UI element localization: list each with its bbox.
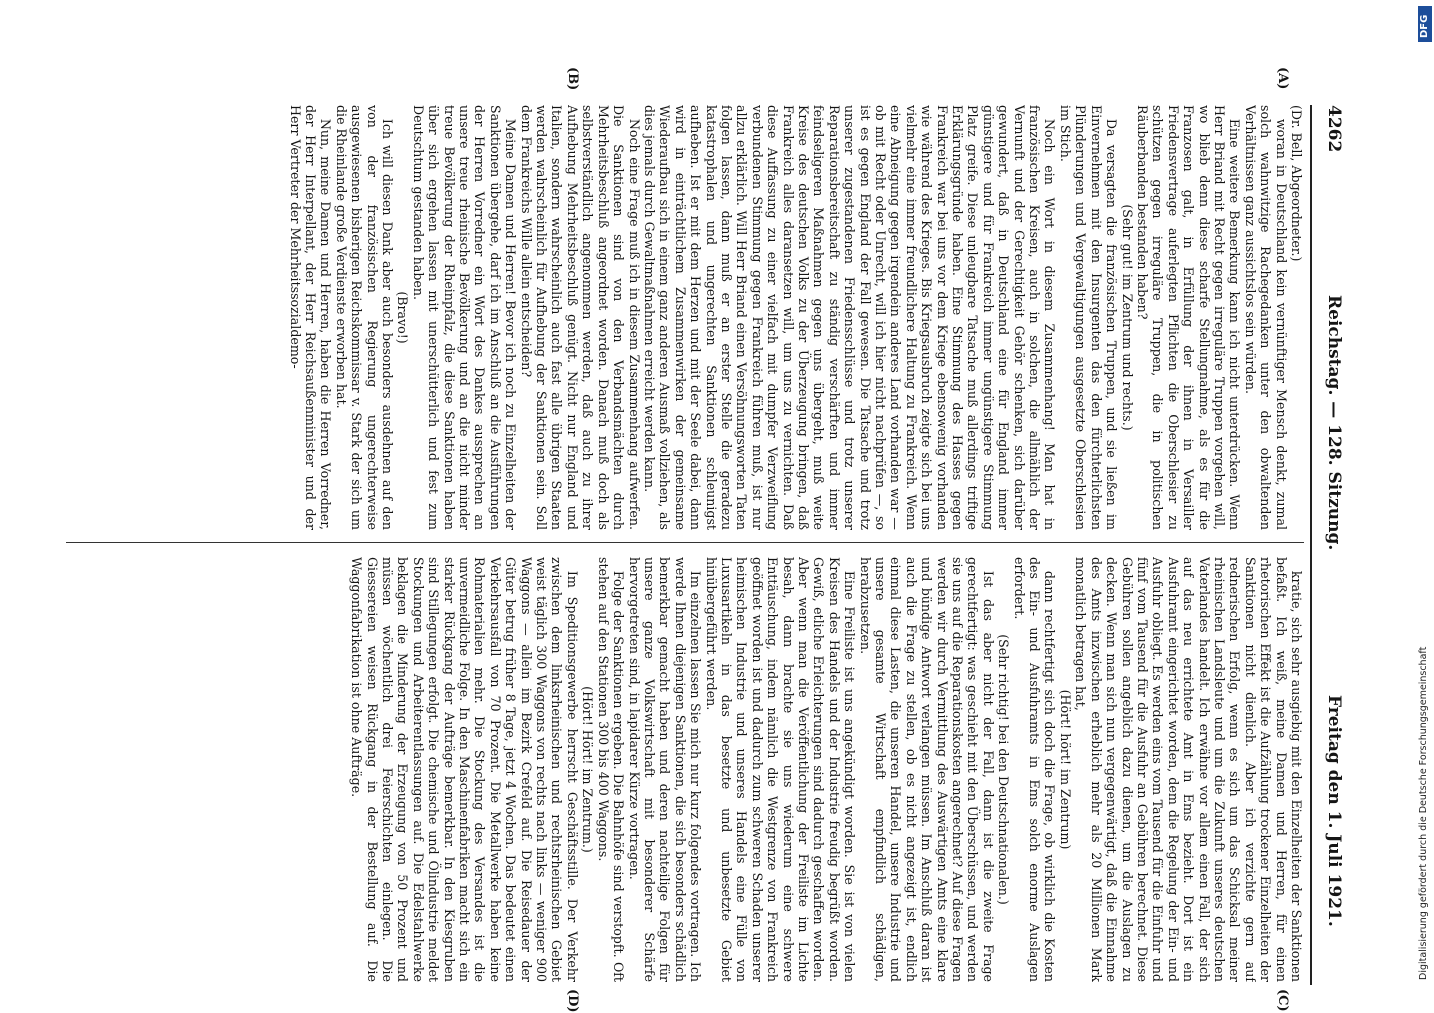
right-paragraph: Eine Freiliste ist uns angekündigt worden. Sie ist von vielen Kreisen des Handels und der Industrie freudig begrüßt worden. Gewiß, etliche Erleichterungen sind dadurch geschaffen worden. Aber wenn man die Veröffentlichung der Freiliste im Lichte besah, dann brachte sie uns wiederum eine schwere Enttäuschung, indem nämlich die Westgrenze von Frankreich geöffnet worden ist und dadurch zum schweren Schaden unserer heimischen Industrie und unseres Handels eine Fülle von Luxusartikeln in das besetzte und unbesetzte Gebiet hinübergeführt werden. [703,557,858,982]
left-paragraph: Da versagten die französischen Truppen, und sie ließen im Einvernehmen mit den Insurgenten das den fürchterlichsten Plünderungen und Vergewaltigungen ausgesetzte Oberschlesien im Stich. [1057,105,1120,530]
left-paragraph: Meine Damen und Herren! Bevor ich noch zu Einzelheiten der Sanktionen übergehe, darf ich im Anschluß an die Ausführungen der Herren Vorredner ein Wort des Dankes aussprechen an unsere treue rheinische Bevölkerung und an die nicht minder treue Bevölkerung der Rheinpfalz, die diese Sanktionen haben über sich ergehen lassen mit unerschütterlich und fest zum Deutschtum gestanden haben. [410,105,519,530]
dfg-logo [1418,6,1432,42]
margin-mark-a: (A) [1275,67,1290,90]
left-paragraph: Nun, meine Damen und Herren, haben die Herren Vorredner, der Herr Interpellant, der Herr Reichsaußenminister und der Herr Vertreter der Mehrheitssozialdemo- [287,105,334,530]
session-date: Freitag den 1. Juli 1921. [1324,695,1344,927]
right-paragraphs [349,557,1304,982]
right-paragraph: (Hört! Hört! im Zentrum.) [580,686,596,853]
margin-mark-b: (B) [565,67,580,91]
left-paragraph: woran in Deutschland kein vernünftiger Mensch denkt, zumal solch wahnwitzige Rachegedanken unter den obwaltenden Verhältnissen ganz aussichtslos sein würden. [1242,105,1289,530]
page-number: 4262 [1324,105,1344,153]
right-paragraph: Im einzelnen lassen Sie mich nur kurz folgendes vortragen. Ich werde Ihnen diejenigen Sanktionen, die sich besonders schädlich bemerkbar gemacht haben und deren nachteilige Folgen für unsere ganze Volkswirtschaft mit besonderer Schärfe hervorgetreten sind, in lapidarer Kürze vortragen. [626,557,704,982]
right-paragraph: Im Speditionsgewerbe herrscht Geschäftsstille. Der Verkehr zwischen dem linksrheinischen und rechtsrheinischen Gebiet weist täglich 300 Waggons von rechts nach links — weniger 900 Waggons — allein im Bezirk Crefeld auf. Die Reisedauer der Güter betrug früher 8 Tage, jetzt 4 Wochen. Das bedeutet einen Verkehrsausfall von 70 Prozent. Die Metallwerke haben keine Rohmaterialien mehr. Die Stockung des Versandes ist die unvermeidliche Folge. In den Maschinenfabriken macht sich ein starker Rückgang der Aufträge bemerkbar. In den Kiesgruben sind Stillegungen erfolgt. Die chemische und Ölindustrie meldet Stockungen und Arbeiterentlassungen auf. Die Edelstahlwerke beklagen die Minderung der Erzeugung von 50 Prozent und müssen wöchentlich drei Feierschichten einlegen. Die Giessereien weisen Rückgang in der Bestellung auf. Die Waggonfabrikation ist ohne Aufträge. [349,557,580,982]
right-paragraph: (Hört! hört! im Zentrum) [1057,689,1073,850]
rotated-page [60,67,1350,1013]
right-paragraph: Folge der Sanktionen ergeben. Die Bahnhöfe sind verstopft. Oft stehen auf den Stationen 300 bis 400 Waggons. [595,557,627,982]
left-paragraph: (Sehr gut! im Zentrum und rechts.) [1119,204,1135,431]
left-paragraph: Noch eine Frage muß ich in diesem Zusammenhang aufwerfen. Die Sanktionen sind von den Verbandsmächten durch Mehrheitsbeschluß angeordnet worden. Danach muß doch als selbstverständlich angenommen werden, daß auch zu ihrer Aufhebung Mehrheitsbeschluß genügt. Nicht nur England und Italien, sondern wahrscheinlich auch fast alle übrigen Staaten werden wahrscheinlich für Aufhebung der Sanktionen sein. Soll dem Frankreichs Wille allein entscheiden? [518,105,642,530]
right-paragraph: (Sehr richtig! bei den Deutschnationalen.) [996,634,1012,905]
column-divider [66,542,1304,543]
left-paragraph: Eine weitere Bemerkung kann ich nicht unterdrücken. Wenn Herr Briand mit Recht gegen irreguläre Truppen vorgehen will, wo blieb denn diese scharfe Stellungnahme, als es für die Franzosen galt, in Erfüllung der ihnen in Versailler Friedensvertrage auferlegten Pflichten die Oberschlesier zu schützen gegen irreguläre Truppen, die in politischen Räuberbanden bestanden haben? [1134,105,1243,530]
digitization-note [1418,460,1432,980]
dfg-logo-text: DFG [1419,14,1430,38]
right-paragraph: kratie, sich sehr ausgiebig mit den Einzelheiten der Sanktionen befaßt. Ich weiß, meine Damen und Herren, für einen rhetorischen Effekt ist die Aufzählung trockener Einzelheiten der Sanktionen nicht dienlich. Aber ich verzichte gern auf rednerischen Erfolg, wenn es sich um das Schicksal meiner rheinischen Landsleute und um die Zukunft unseres deutschen Vaterlandes handelt. Ich erwähne vor allem einen Fall, der sich auf das neu errichtete Amt in Ems bezieht. Dort ist ein Ausfuhramt eingerichtet worden, dem die Regelung der Ein- und Ausfuhr obliegt. Es werden eins vom Tausend für die Einfuhr und fünf vom Tausend für die Ausfuhr an Gebühren berechnet. Diese Gebühren sollen angeblich dazu dienen, um die Auslagen zu decken. Wenn man sich nun vergegenwärtigt, daß die Einnahme des Amts inzwischen erheblich mehr als 20 Millionen Mark monatlich betragen hat, [1073,557,1304,982]
session-title: Reichstag. — 128. Sitzung. [1324,295,1344,551]
left-column [64,105,1304,530]
left-paragraph: (Bravo!) [395,291,411,344]
page-header [1316,105,1350,985]
margin-mark-c: (C) [1275,989,1290,1012]
digitization-note-text: Digitalisierung gefördert durch die Deutsche Forschungsgemeinschaft [1418,646,1429,980]
header-rule [1310,105,1312,985]
right-paragraph: dann rechtfertigt sich doch die Frage, ob wirklich die Kosten des Ein- und Ausfuhramts in Ems solch enorme Auslagen erfordert. [1011,557,1058,982]
right-column [64,557,1304,982]
left-paragraphs [287,105,1288,530]
margin-mark-d: (D) [565,989,580,1013]
speaker-line: (Dr. Bell, Abgeordneter.) [1289,105,1304,262]
right-paragraph: Ist das aber nicht der Fall, dann ist die zweite Frage gerechtfertigt: was geschieht mit den Überschüssen, und werden sie uns auf die Reparationskosten angerechnet? Auf diese Fragen werden wir durch Vermittlung des Auswärtigen Amts eine klare und bündige Antwort verlangen müssen. Im Anschluß daran ist auch die Frage zu stellen, ob es nicht angezeigt ist, endlich einmal diese Lasten, die unseren Handel, unsere Industrie und unsere gesamte Wirtschaft empfindlich schädigen, herabzusetzen. [857,557,996,982]
left-paragraph: Noch ein Wort in diesem Zusammenhang! Man hat in französischen Kreisen, auch in solchen, die allmählich der Vernunft und der Gerechtigkeit Gehör schenken, sich darüber gewundert, daß in Deutschland eine für England immer günstigere und für Frankreich immer ungünstigere Stimmung Platz greife. Diese unleugbare Tatsache muß allerdings triftige Erklärungsgründe haben. Eine Stimmung des Hasses gegen Frankreich war bei uns vor dem Kriege ebensowenig vorhanden wie während des Krieges. Bis Kriegsausbruch zeigte sich bei uns vielmehr eine immer freundlichere Haltung zu Frankreich. Wenn eine Abneigung gegen irgendein anderes Land vorhanden war — ob mit Recht oder Unrecht, will ich hier nicht nachprüfen —, so ist es gegen England der Fall gewesen. Die Tatsache und trotz unserer zugestandenen Friedensschlüsse und trotz unserer Reparationsbereitschaft zu ständig verschärften und immer feindseligeren Maßnahmen gegen uns übergeht, muß weite Kreise des deutschen Volks zu der Überzeugung bringen, daß Frankreich alles daransetzen will, um uns zu vernichten. Daß diese Auffassung zu einer vielfach mit dumpfer Verzweiflung verbundenen Stimmung gegen Frankreich führen muß, ist nur allzu erklärlich. Will Herr Briand einen Versöhnungsworten Taten folgen lassen, dann muß er an erster Stelle die geradezu katastrophalen und ungerechten Sanktionen schleunigst aufheben. Ist er mit dem Herzen und mit der Seele dabei, dann wird in einträchtlichem Zusammenwirken der gemeinsame Wiederaufbau sich in einem ganz anderen Ausmaß vollziehen, als dies jemals durch Gewaltmaßnahmen erreicht werden kann. [641,105,1058,530]
left-paragraph: Ich will diesen Dank aber auch besonders ausdehnen auf den von der französischen Regierung ungerechterweise ausgewiesenen bisherigen Reichskommissar v. Stark der sich um die Rheinlande große Verdienste erworben hat. [333,105,396,530]
